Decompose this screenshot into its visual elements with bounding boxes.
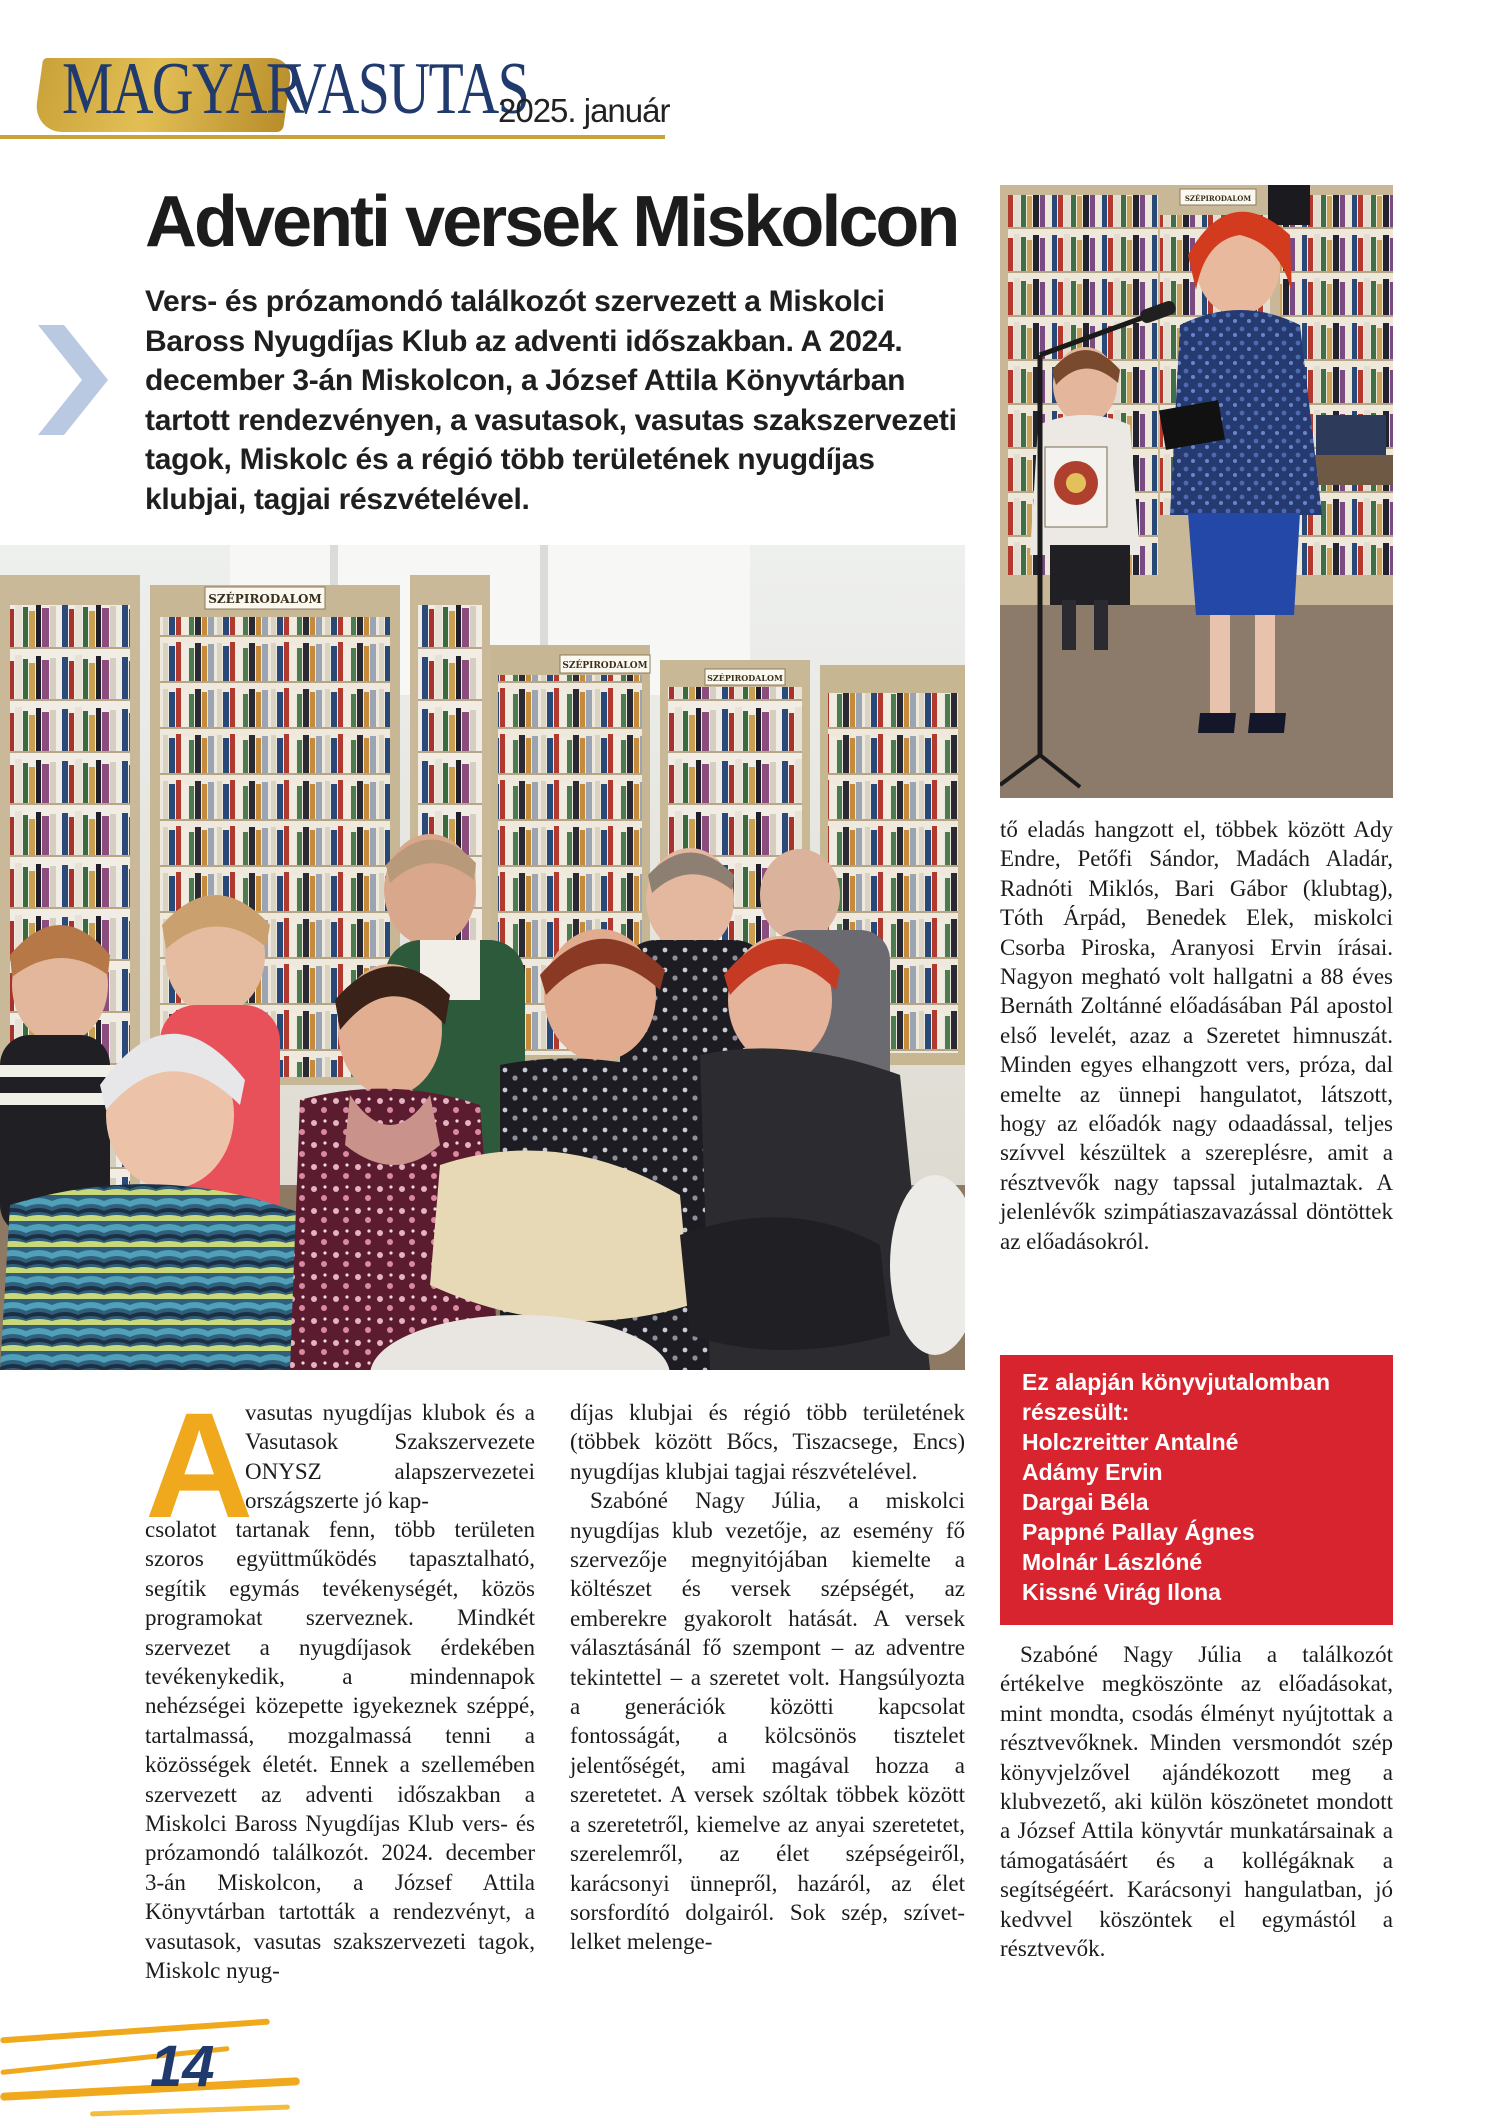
shelf-sign-1: SZÉPIRODALOM	[208, 592, 322, 606]
prize-winners-box	[1000, 1355, 1393, 1625]
column2-paragraph-1: díjas klubjai és régió több területének (többek között Bőcs, Tiszacsege, Encs) nyugdíjas klubjai tagjai részvételével.	[570, 1400, 965, 1484]
prize-winner: Molnár Lászlóné	[1022, 1549, 1203, 1575]
audience-photo	[0, 545, 965, 1370]
masthead-word-magyar: MAGYAR	[62, 48, 303, 130]
prize-winner: Holczreitter Antalné	[1022, 1429, 1239, 1455]
column1-intro-text: vasutas nyugdíjas klubok és a Vasutasok Szakszervezete ONYSZ alapszervezetei országszerte jó kap-	[245, 1400, 535, 1514]
shelf-sign-2: SZÉPIRODALOM	[562, 661, 648, 671]
shelf-sign-speaker: SZÉPIRODALOM	[1184, 194, 1252, 203]
footer-brush-streak	[0, 2019, 270, 2044]
audience-photo-illustration	[0, 545, 965, 1370]
prize-box-heading: Ez alapján könyvjutalomban részesült:	[1022, 1369, 1331, 1425]
column3-bottom-text: Szabóné Nagy Júlia a találkozót értékelve megköszönte az előadásokat, mint mondta, csodás élményt nyújtottak a résztvevőknek. Minden versmondót szép könyvjelzővel ajándékozott meg a klubvezető, aki külön köszönetet mondott a József Attila könyvtár munkatársainak a támogatásáért és a kollégáknak a segítségéért. Karácsonyi hangulatban, jó kedvvel köszöntek el egymástól a résztvevők.	[1000, 1642, 1393, 1962]
column3-top-text: tő eladás hangzott el, többek között Ady Endre, Petőfi Sándor, Madách Aladár, Radnóti Miklós, Bari Gábor (klubtag), Tóth Árpád, Benedek Elek, miskolci Csorba Piroska, Aranyosi Ervin írásai. Nagyon megható volt hallgatni a 88 éves Bernáth Zoltánné előadásában Pál apostol első levelét, azaz a Szeretet himnuszát. Minden egyes elhangzott vers, próza, dal emelte az ünnepi hangulatot, látszott, hogy az előadók nagy odaadással, teljes szívvel készültek a szereplésre, amit a résztvevők nagy tapssal jutalmaztak. A jelenlévők szimpátiaszavazással döntöttek az előadásokról.	[1000, 817, 1393, 1254]
masthead-word-vasutas: VASUTAS	[285, 48, 529, 130]
shelf-sign-3: SZÉPIRODALOM	[707, 673, 783, 683]
prize-winner: Kissné Virág Ilona	[1022, 1579, 1221, 1605]
chevron-right-icon	[38, 325, 108, 435]
speaker-photo-illustration	[1000, 185, 1393, 798]
speaker-photo	[1000, 185, 1393, 798]
masthead-rule	[0, 135, 665, 139]
footer-brush-streak	[90, 2105, 290, 2117]
article-lead: Vers- és prózamondó találkozót szervezett a Miskolci Baross Nyugdíjas Klub az adventi időszakban. A 2024. december 3-án Miskolcon, a József Attila Könyvtárban tartott rendezvényen, a vasutasok, vasutas szakszervezeti tagok, Miskolc és a régió több területének nyugdíjas klubjai, tagjai részvételével.	[145, 285, 957, 516]
drop-cap: A	[145, 1381, 254, 1549]
issue-date: 2025. január	[498, 92, 670, 129]
prize-winner: Adámy Ervin	[1022, 1459, 1163, 1485]
article-title: Adventi versek Miskolcon	[145, 182, 958, 262]
prize-winner: Dargai Béla	[1022, 1489, 1149, 1515]
column2-paragraph-2: Szabóné Nagy Júlia, a miskolci nyugdíjas klub vezetője, az esemény fő szervezője megnyitójában kiemelte a költészet és versek szépségét, az emberekre gyakorolt hatását. A versek választásánál fő szempont – az adventre tekintettel – a szeretet volt. Hangsúlyozta a generációk közötti kapcsolat fontosságát, a kölcsönös tisztelet jelentőségét, ami magával hozza a szeretetet. A versek szóltak többek között a szeretetről, kiemelve az anyai szeretetet, szerelemről, az élet szépségeiről, karácsonyi ünnepről, hazáról, az élet sorsfordító dolgairól. Sok szép, szívet-lelket melenge-	[570, 1488, 965, 1955]
column2	[570, 1398, 965, 1957]
column1-text: csolatot tartanak fenn, több területen szoros együttműködés tapasztalható, segítik egymás tevékenységét, közös programokat szerveznek. Mindkét szervezet a nyugdíjasok érdekében tevékenykedik, a mindennapok nehézségei közepette igyekeznek széppé, tartalmassá, mozgalmassá tenni a közösségek életét. Ennek a szellemében szervezett az adventi időszakban a Miskolci Baross Nyugdíjas Klub vers- és prózamondó találkozót. 2024. december 3-án Miskolcon, a József Attila Könyvtárban tartották a rendezvényt, a vasutasok, vasutas szakszervezeti tagok, Miskolc nyug-	[145, 1517, 535, 1984]
page-number: 14	[150, 2034, 215, 2099]
prize-winners-list	[1022, 1427, 1371, 1607]
prize-winner: Pappné Pallay Ágnes	[1022, 1519, 1255, 1545]
